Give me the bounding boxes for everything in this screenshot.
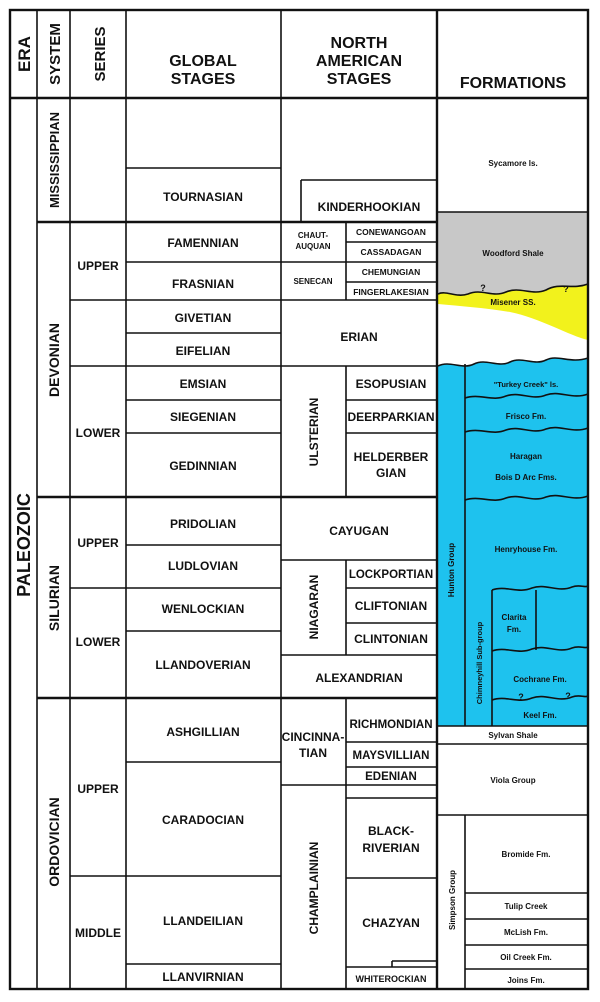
header-era: ERA <box>15 36 34 72</box>
fm-chimneyhill: Chimneyhill Sub-group <box>475 621 484 705</box>
na-fingerlakesian: FINGERLAKESIAN <box>353 287 429 297</box>
na-esopusian: ESOPUSIAN <box>355 377 427 391</box>
stage-llandeilian: LLANDEILIAN <box>163 914 243 928</box>
stage-llanvirnian: LLANVIRNIAN <box>162 970 244 984</box>
fm-mclish: McLish Fm. <box>503 928 549 937</box>
stage-siegenian: SIEGENIAN <box>169 410 237 424</box>
na-chautauquan-1: CHAUT- <box>297 231 329 240</box>
fm-tulip-creek: Tulip Creek <box>504 902 548 911</box>
na-kinderhookian: KINDERHOOKIAN <box>317 200 421 214</box>
system-silurian: SILURIAN <box>46 564 62 632</box>
stage-llandoverian: LLANDOVERIAN <box>155 658 251 672</box>
fm-cochrane: Cochrane Fm. <box>513 675 567 684</box>
series-ordovician-middle: MIDDLE <box>75 926 121 940</box>
stage-eifelian: EIFELIAN <box>175 344 231 358</box>
question-mark-4: ? <box>565 691 571 701</box>
fm-clarita-1: Clarita <box>501 613 527 622</box>
series-devonian-lower: LOWER <box>75 426 121 440</box>
series-silurian-upper: UPPER <box>77 536 119 550</box>
na-cayugan: CAYUGAN <box>329 524 389 538</box>
na-senecan: SENECAN <box>293 277 333 286</box>
na-whiterockian: WHITEROCKIAN <box>355 974 427 984</box>
na-maysvillian: MAYSVILLIAN <box>352 750 430 762</box>
fm-henryhouse: Henryhouse Fm. <box>494 545 558 554</box>
fm-clarita-2: Fm. <box>506 625 522 634</box>
na-niagaran: NIAGARAN <box>307 574 321 640</box>
header-global-stages-2: STAGES <box>170 71 236 88</box>
na-cincinnatian-2: TIAN <box>299 746 327 760</box>
na-deerparkian: DEERPARKIAN <box>347 410 435 424</box>
na-edenian: EDENIAN <box>365 771 417 783</box>
system-mississippian: MISSISSIPPIAN <box>47 111 62 209</box>
na-champlainian: CHAMPLAINIAN <box>307 841 321 935</box>
series-silurian-lower: LOWER <box>75 635 121 649</box>
stage-famennian: FAMENNIAN <box>167 236 239 250</box>
fm-simpson-group: Simpson Group <box>448 870 457 930</box>
stage-emsian: EMSIAN <box>179 377 227 391</box>
fm-haragan: Haragan <box>509 452 543 461</box>
fm-woodford: Woodford Shale <box>482 249 544 258</box>
fm-keel: Keel Fm. <box>523 711 557 720</box>
fm-bois-d-arc: Bois D Arc Fms. <box>495 473 557 482</box>
fm-turkey-creek: "Turkey Creek" ls. <box>493 380 559 389</box>
stage-frasnian: FRASNIAN <box>172 277 234 291</box>
na-chazyan: CHAZYAN <box>362 916 420 930</box>
series-devonian-upper: UPPER <box>77 259 119 273</box>
na-blackriverian-1: BLACK- <box>368 824 414 838</box>
header-formations: FORMATIONS <box>459 75 567 92</box>
na-blackriverian-2: RIVERIAN <box>362 841 420 855</box>
header-na-stages-3: STAGES <box>326 71 392 88</box>
na-cincinnatian-1: CINCINNA- <box>281 730 345 744</box>
stage-givetian: GIVETIAN <box>174 311 232 325</box>
fm-misener: Misener SS. <box>490 298 536 307</box>
na-chautauquan-2: AUQUAN <box>295 242 331 251</box>
stage-ashgillian: ASHGILLIAN <box>166 725 240 739</box>
na-conewangoan: CONEWANGOAN <box>356 227 426 237</box>
na-cliftonian: CLIFTONIAN <box>354 599 428 613</box>
header-system: SYSTEM <box>47 23 64 85</box>
na-clintonian: CLINTONIAN <box>354 632 428 646</box>
na-cassadagan: CASSADAGAN <box>360 247 422 257</box>
system-devonian: DEVONIAN <box>46 323 62 397</box>
question-mark-3: ? <box>518 692 524 702</box>
header-global-stages-1: GLOBAL <box>169 53 237 70</box>
question-mark-2: ? <box>563 284 569 294</box>
na-lockportian: LOCKPORTIAN <box>348 569 434 581</box>
fm-sycamore: Sycamore ls. <box>488 159 538 168</box>
na-helderbergian-1: HELDERBER <box>353 450 429 464</box>
na-erian: ERIAN <box>340 330 378 344</box>
header-na-stages-2: AMERICAN <box>315 53 403 70</box>
fm-oil-creek: Oil Creek Fm. <box>500 953 552 962</box>
stage-ludlovian: LUDLOVIAN <box>168 559 238 573</box>
header-na-stages-1: NORTH <box>330 35 388 52</box>
series-ordovician-upper: UPPER <box>77 782 119 796</box>
fm-frisco: Frisco Fm. <box>505 412 547 421</box>
na-alexandrian: ALEXANDRIAN <box>315 671 403 685</box>
na-richmondian: RICHMONDIAN <box>349 719 433 731</box>
stage-pridolian: PRIDOLIAN <box>170 517 236 531</box>
na-chemungian: CHEMUNGIAN <box>361 267 421 277</box>
system-ordovician: ORDOVICIAN <box>46 797 62 887</box>
fm-bromide: Bromide Fm. <box>501 850 551 859</box>
stage-gedinnian: GEDINNIAN <box>169 459 237 473</box>
stage-caradocian: CARADOCIAN <box>162 813 244 827</box>
na-helderbergian-2: GIAN <box>376 466 406 480</box>
stage-tournasian: TOURNASIAN <box>163 190 243 204</box>
question-mark-1: ? <box>480 283 486 293</box>
era-paleozoic: PALEOZOIC <box>14 493 34 597</box>
header-series: SERIES <box>92 26 109 82</box>
fm-joins: Joins Fm. <box>507 976 545 985</box>
fm-viola: Viola Group <box>490 776 536 785</box>
fm-sylvan: Sylvan Shale <box>488 731 538 740</box>
na-ulsterian: ULSTERIAN <box>307 397 321 467</box>
fm-hunton-group: Hunton Group <box>447 542 456 598</box>
stage-wenlockian: WENLOCKIAN <box>161 602 245 616</box>
